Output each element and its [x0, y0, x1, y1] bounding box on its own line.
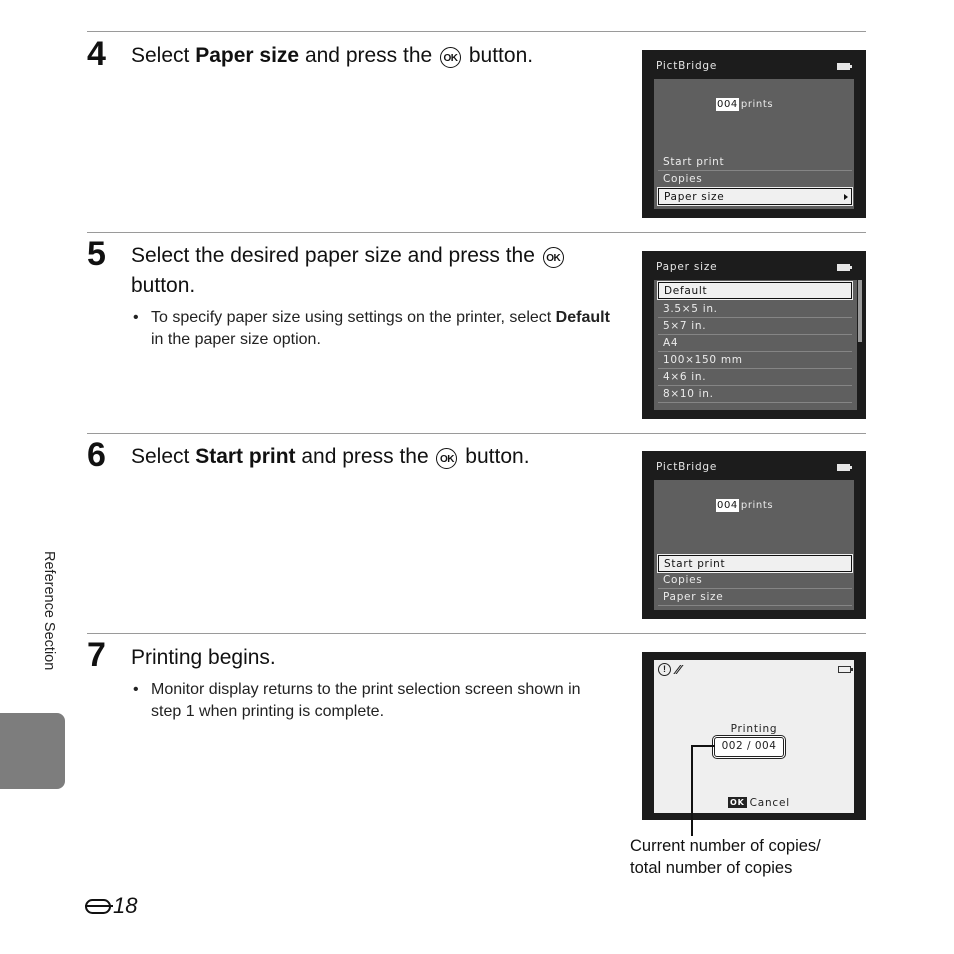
printing-panel — [654, 660, 854, 813]
rule-step-6 — [87, 433, 866, 434]
menu-item-start-print[interactable]: Start print — [658, 555, 852, 572]
paper-option-8x10[interactable]: 8×10 in. — [658, 386, 852, 403]
paper-option-100x150[interactable]: 100×150 mm — [658, 352, 852, 369]
step-5-title: Select the desired paper size and press the OK button. — [131, 241, 621, 301]
step-5-number: 5 — [87, 235, 106, 273]
scrollbar[interactable] — [858, 280, 862, 342]
menu-item-start-print[interactable]: Start print — [658, 154, 852, 171]
prints-count: 004 prints — [717, 500, 774, 511]
ok-button-icon: OK — [440, 47, 461, 68]
callout-line-horizontal — [691, 745, 715, 747]
step-5-note: • To specify paper size using settings on the printer, select Default in the paper size option. — [133, 309, 610, 348]
ok-badge-icon: OK — [730, 798, 745, 807]
printing-label: Printing — [730, 723, 778, 735]
battery-icon — [838, 666, 851, 673]
screen-header: PictBridge — [656, 461, 718, 473]
warning-icon: ! — [658, 663, 671, 676]
step-4-camera-screen — [642, 50, 866, 218]
screen-header: Paper size — [656, 261, 718, 273]
paper-option-4x6[interactable]: 4×6 in. — [658, 369, 852, 386]
ok-button-icon: OK — [436, 448, 457, 469]
copies-counter: 002 / 004 — [714, 737, 784, 757]
step-6-camera-screen — [642, 451, 866, 619]
prints-count: 004 prints — [717, 99, 774, 110]
paper-size-list — [654, 280, 857, 410]
paper-option-3-5x5[interactable]: 3.5×5 in. — [658, 301, 852, 318]
step-5-camera-screen — [642, 251, 866, 419]
paper-option-a4[interactable]: A4 — [658, 335, 852, 352]
step-7-camera-screen — [642, 652, 866, 820]
step-7-note: • Monitor display returns to the print selection screen shown in step 1 when printing is complete. — [133, 681, 581, 720]
menu-item-copies[interactable]: Copies — [658, 572, 852, 589]
battery-icon — [837, 63, 850, 70]
side-tab — [0, 713, 65, 789]
step-4-number: 4 — [87, 35, 106, 73]
rule-step-5 — [87, 232, 866, 233]
screen-panel — [654, 79, 854, 209]
step-6-number: 6 — [87, 436, 106, 474]
side-section-label: Reference Section — [41, 551, 57, 671]
ok-button-icon: OK — [543, 247, 564, 268]
arrow-right-icon — [844, 194, 848, 200]
reference-section-icon — [85, 899, 111, 914]
callout-line — [691, 745, 693, 836]
page-number: 18 — [85, 893, 137, 919]
pictbridge-icon: ⁄⁄ — [676, 662, 681, 677]
battery-icon — [837, 464, 850, 471]
step-6-title: Select Start print and press the OK button. — [131, 445, 530, 468]
step-4-title: Select Paper size and press the OK button. — [131, 44, 534, 67]
rule-top — [87, 31, 866, 32]
battery-icon — [837, 264, 850, 271]
paper-option-default[interactable]: Default — [658, 282, 852, 299]
rule-step-7 — [87, 633, 866, 634]
screen-panel — [654, 480, 854, 610]
step-7-title: Printing begins. — [131, 646, 276, 669]
menu-item-paper-size[interactable]: Paper size — [658, 188, 852, 205]
step-7-number: 7 — [87, 636, 106, 674]
paper-option-5x7[interactable]: 5×7 in. — [658, 318, 852, 335]
pictbridge-menu — [658, 555, 852, 606]
callout-text: Current number of copies/ total number of copies — [630, 837, 821, 877]
menu-item-copies[interactable]: Copies — [658, 171, 852, 188]
cancel-hint[interactable]: OK Cancel — [730, 797, 790, 809]
screen-header: PictBridge — [656, 60, 718, 72]
pictbridge-menu — [658, 154, 852, 205]
menu-item-paper-size[interactable]: Paper size — [658, 589, 852, 606]
